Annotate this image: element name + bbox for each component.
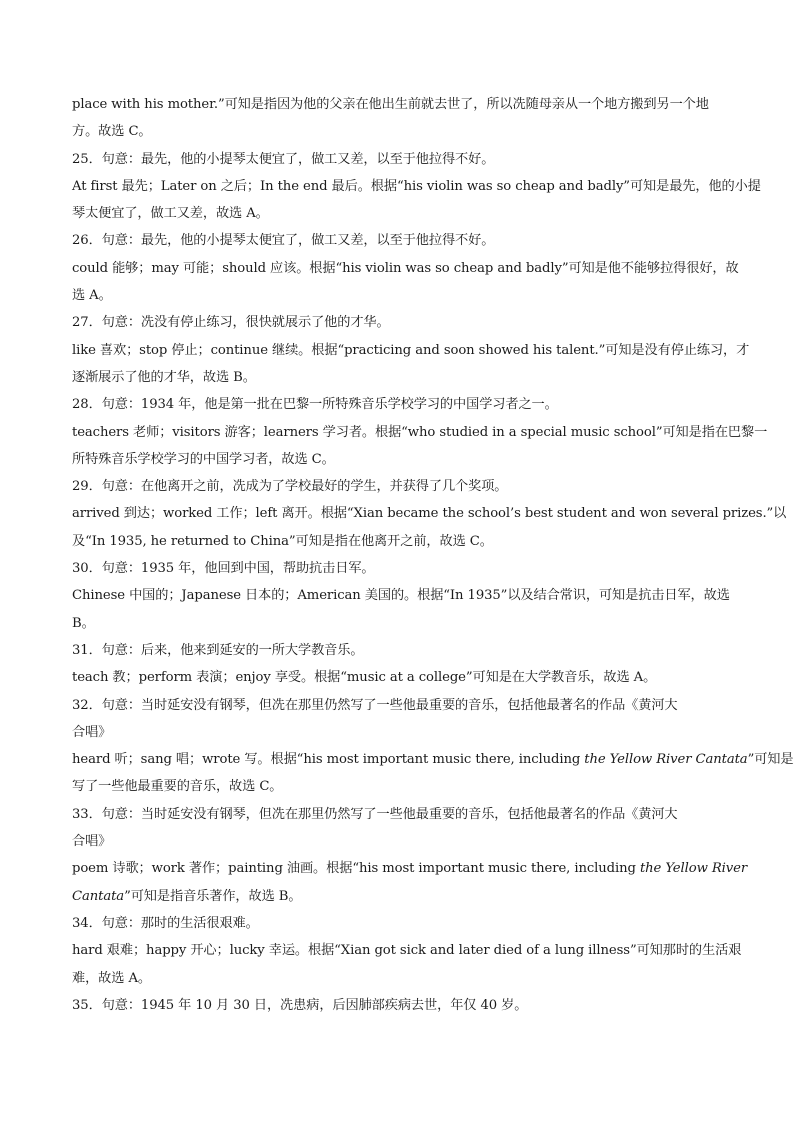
question-33-meaning: 33．句意：当时延安没有钢琴，但冼在那里仍然写了一些他最重要的音乐，包括他最著名的作品《黄河大 xyxy=(72,806,678,822)
document-page xyxy=(72,91,794,1019)
text-line: teach 教；perform 表演；enjoy 享受。根据“music at a college”可知是在大学教音乐，故选 A。 xyxy=(72,670,657,686)
question-32-meaning: 32．句意：当时延安没有钢琴，但冼在那里仍然写了一些他最重要的音乐，包括他最著名的作品《黄河大 xyxy=(72,697,678,713)
text-line: B。 xyxy=(72,615,95,631)
text-line: 写了一些他最重要的音乐，故选 C。 xyxy=(72,779,283,795)
text-line xyxy=(72,746,794,773)
text-segment: poem 诗歌；work 著作；painting 油画。根据“his most important music there, including xyxy=(72,861,640,877)
italic-title: the Yellow River Cantata xyxy=(584,752,748,768)
text-line: 合唱》 xyxy=(72,724,112,740)
text-line: 难，故选 A。 xyxy=(72,970,151,986)
question-34-meaning: 34．句意：那时的生活很艰难。 xyxy=(72,915,259,931)
text-line: 及“In 1935, he returned to China”可知是指在他离开之前，故选 C。 xyxy=(72,533,493,549)
text-segment: ”可知是指音乐著作，故选 B。 xyxy=(124,888,302,904)
text-line: hard 艰难；happy 开心；lucky 幸运。根据“Xian got sick and later died of a lung illness”可知那时的生活艰 xyxy=(72,943,742,959)
question-29-meaning: 29．句意：在他离开之前，冼成为了学校最好的学生，并获得了几个奖项。 xyxy=(72,479,508,495)
text-segment: ”可知是 xyxy=(747,752,794,768)
italic-title: the Yellow River xyxy=(639,861,748,877)
text-line: 选 A。 xyxy=(72,288,112,304)
text-line: arrived 到达；worked 工作；left 离开。根据“Xian became the school’s best student and won several prizes.”以 xyxy=(72,506,787,522)
question-30-meaning: 30．句意：1935 年，他回到中国，帮助抗击日军。 xyxy=(72,561,375,577)
text-line: like 喜欢；stop 停止；continue 继续。根据“practicing and soon showed his talent.”可知是没有停止练习，才 xyxy=(72,342,750,358)
text-line xyxy=(72,855,748,882)
text-line xyxy=(72,883,722,910)
question-31-meaning: 31．句意：后来，他来到延安的一所大学教音乐。 xyxy=(72,642,364,658)
question-26-meaning: 26．句意：最先，他的小提琴太便宜了，做工又差，以至于他拉得不好。 xyxy=(72,233,495,249)
question-25-meaning: 25．句意：最先，他的小提琴太便宜了，做工又差，以至于他拉得不好。 xyxy=(72,151,495,167)
question-28-meaning: 28．句意：1934 年，他是第一批在巴黎一所特殊音乐学校学习的中国学习者之一。 xyxy=(72,397,558,413)
text-line: could 能够；may 可能；should 应该。根据“his violin was so cheap and badly”可知是他不能够拉得很好，故 xyxy=(72,260,739,276)
text-line: place with his mother.”可知是指因为他的父亲在他出生前就去世了，所以冼随母亲从一个地方搬到另一个地 xyxy=(72,97,709,112)
text-line: 方。故选 C。 xyxy=(72,124,152,140)
text-line: Chinese 中国的；Japanese 日本的；American 美国的。根据“In 1935”以及结合常识，可知是抗击日军，故选 xyxy=(72,588,730,604)
question-35-meaning: 35．句意：1945 年 10 月 30 日，冼患病，后因肺部疾病去世，年仅 40 岁。 xyxy=(72,997,528,1013)
text-line: 逐渐展示了他的才华，故选 B。 xyxy=(72,369,256,385)
italic-title: Cantata xyxy=(72,888,125,904)
text-line: 所特殊音乐学校学习的中国学习者，故选 C。 xyxy=(72,451,335,467)
text-segment: heard 听；sang 唱；wrote 写。根据“his most important music there, including xyxy=(72,752,585,768)
text-line: 合唱》 xyxy=(72,834,112,850)
text-line: 琴太便宜了，做工又差，故选 A。 xyxy=(72,206,269,222)
text-line: At first 最先；Later on 之后；In the end 最后。根据“his violin was so cheap and badly”可知是最先，他的小提 xyxy=(72,178,761,194)
text-line: teachers 老师；visitors 游客；learners 学习者。根据“who studied in a special music school”可知是指在巴黎一 xyxy=(72,424,768,440)
question-27-meaning: 27．句意：冼没有停止练习，很快就展示了他的才华。 xyxy=(72,315,390,331)
